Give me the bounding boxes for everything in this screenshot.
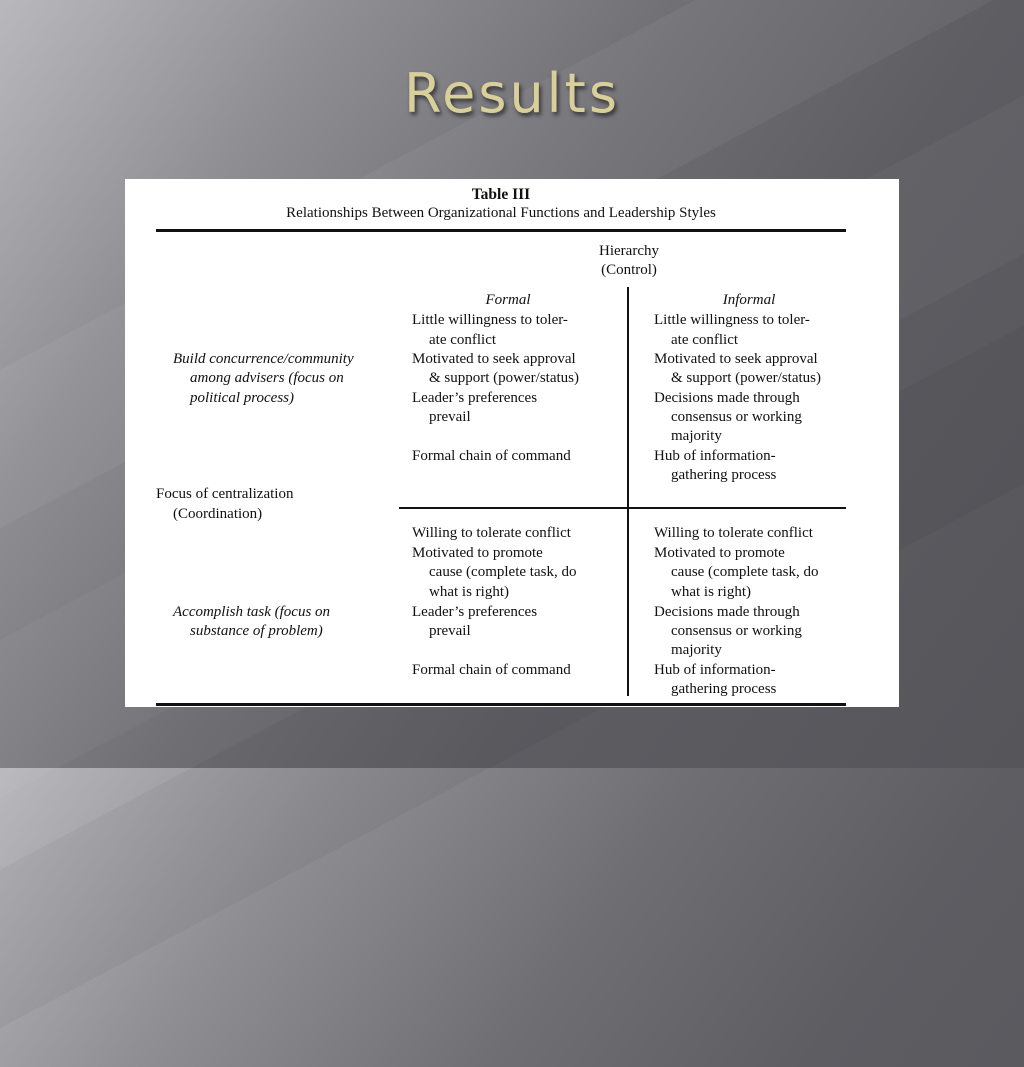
cell-line: Willing to tolerate conflict xyxy=(654,525,813,541)
top-rule xyxy=(156,229,846,232)
cell-line: Motivated to promote xyxy=(412,545,543,561)
cell-line: Little willingness to toler- xyxy=(412,312,568,328)
cell-line: Motivated to seek approval xyxy=(412,351,576,367)
cell-line: prevail xyxy=(429,623,471,639)
row-label-line: political process) xyxy=(190,390,295,406)
cell-line: Hub of information- xyxy=(654,448,776,464)
cell-line: ate conflict xyxy=(671,332,739,348)
column-header-formal: Formal xyxy=(485,292,531,308)
row-label-line: Build concurrence/community xyxy=(173,351,354,367)
cell-line: Decisions made through xyxy=(654,604,800,620)
table-subtitle: Relationships Between Organizational Functions and Leadership Styles xyxy=(286,205,716,221)
cell-line: cause (complete task, do xyxy=(671,564,819,580)
cell-line: majority xyxy=(671,642,722,658)
row-divider xyxy=(399,507,846,509)
cell-line: Formal chain of command xyxy=(412,448,571,464)
column-divider xyxy=(627,287,629,696)
cell-line: & support (power/status) xyxy=(429,370,579,386)
cell-line: & support (power/status) xyxy=(671,370,821,386)
bottom-rule xyxy=(156,703,846,706)
hierarchy-subheader: (Control) xyxy=(601,262,657,278)
cell-line: Motivated to seek approval xyxy=(654,351,818,367)
cell-line: what is right) xyxy=(429,584,509,600)
cell-line: Leader’s preferences xyxy=(412,390,538,406)
hierarchy-header: Hierarchy xyxy=(599,243,659,259)
slide-title: Results xyxy=(404,62,620,125)
cell-line: Willing to tolerate conflict xyxy=(412,525,571,541)
cell-line: Formal chain of command xyxy=(412,662,571,678)
row-axis-sublabel: (Coordination) xyxy=(173,506,263,522)
cell-line: Motivated to promote xyxy=(654,545,785,561)
cell-line: Leader’s preferences xyxy=(412,604,538,620)
table-title: Table III xyxy=(471,186,531,203)
cell-line: gathering process xyxy=(671,467,777,483)
cell-line: Little willingness to toler- xyxy=(654,312,810,328)
cell-line: ate conflict xyxy=(429,332,497,348)
cell-line: consensus or working xyxy=(671,623,802,639)
row-label-line: substance of problem) xyxy=(190,623,323,639)
row-label-line: among advisers (focus on xyxy=(190,370,344,386)
table-image xyxy=(125,179,899,707)
cell-line: Hub of information- xyxy=(654,662,776,678)
row-axis-label: Focus of centralization xyxy=(156,486,294,502)
cell-line: majority xyxy=(671,428,722,444)
cell-line: consensus or working xyxy=(671,409,802,425)
cell-line: Decisions made through xyxy=(654,390,800,406)
cell-line: gathering process xyxy=(671,681,777,697)
row-label-line: Accomplish task (focus on xyxy=(173,604,331,620)
cell-line: cause (complete task, do xyxy=(429,564,577,580)
column-header-informal: Informal xyxy=(722,292,776,308)
cell-line: what is right) xyxy=(671,584,751,600)
cell-line: prevail xyxy=(429,409,471,425)
